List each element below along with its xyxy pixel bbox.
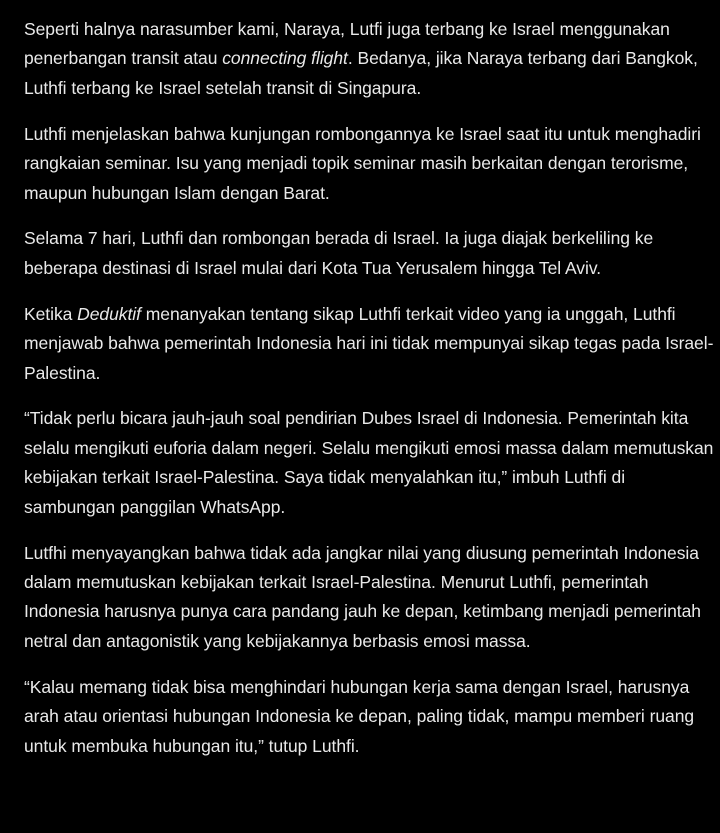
paragraph-transit-text-end: . Bedanya, jika Naraya terbang dari Bangkok, Luthfi terbang ke Israel setelah transit di Singapura. (24, 48, 698, 98)
italic-publication-name: Deduktif (77, 303, 141, 324)
italic-term-connecting-flight: connecting flight (222, 48, 348, 69)
paragraph-attitude-text-end: menanyakan tentang sikap Luthfi terkait video yang ia unggah, Luthfi menjawab bahwa pemerintah Indonesia hari ini tidak mempunyai sikap tegas pada Israel-Palestina. (24, 303, 714, 383)
paragraph-seminar: Luthfi menjelaskan bahwa kunjungan rombongannya ke Israel saat itu untuk menghadiri rangkaian seminar. Isu yang menjadi topik seminar masih berkaitan dengan terorisme, maupun hubungan Islam dengan Barat. (24, 123, 701, 203)
paragraph-seven-days: Selama 7 hari, Luthfi dan rombongan berada di Israel. Ia juga diajak berkeliling ke beberapa destinasi di Israel mulai dari Kota Tua Yerusalem hingga Tel Aviv. (24, 228, 654, 278)
paragraph-attitude (24, 300, 714, 388)
paragraph-value-anchor: Lutfhi menyayangkan bahwa tidak ada jangkar nilai yang diusung pemerintah Indonesia dalam memutuskan kebijakan terkait Israel-Palestina. Menurut Luthfi, pemerintah Indonesia harusnya punya cara pandang jauh ke depan, ketimbang menjadi pemerintah netral dan antagonistik yang kebijakannya berbasis emosi massa. (24, 542, 701, 651)
paragraph-quote-closing: “Kalau memang tidak bisa menghindari hubungan kerja sama dengan Israel, harusnya arah atau orientasi hubungan Indonesia ke depan, paling tidak, mampu memberi ruang untuk membuka hubungan itu,” tutup Luthfi. (24, 676, 695, 756)
article-body (24, 15, 714, 777)
paragraph-transit-text-start: Seperti halnya narasumber kami, Naraya, Lutfi juga terbang ke Israel menggunakan penerbangan transit atau (24, 19, 670, 69)
paragraph-transit (24, 15, 714, 103)
paragraph-quote-euphoria: “Tidak perlu bicara jauh-jauh soal pendirian Dubes Israel di Indonesia. Pemerintah kita selalu mengikuti euforia dalam negeri. Selalu mengikuti emosi massa dalam memutuskan kebijakan terkait Israel-Palestina. Saya tidak menyalahkan itu,” imbuh Luthfi di sambungan panggilan WhatsApp. (24, 408, 714, 517)
paragraph-attitude-text-start: Ketika (24, 303, 78, 324)
